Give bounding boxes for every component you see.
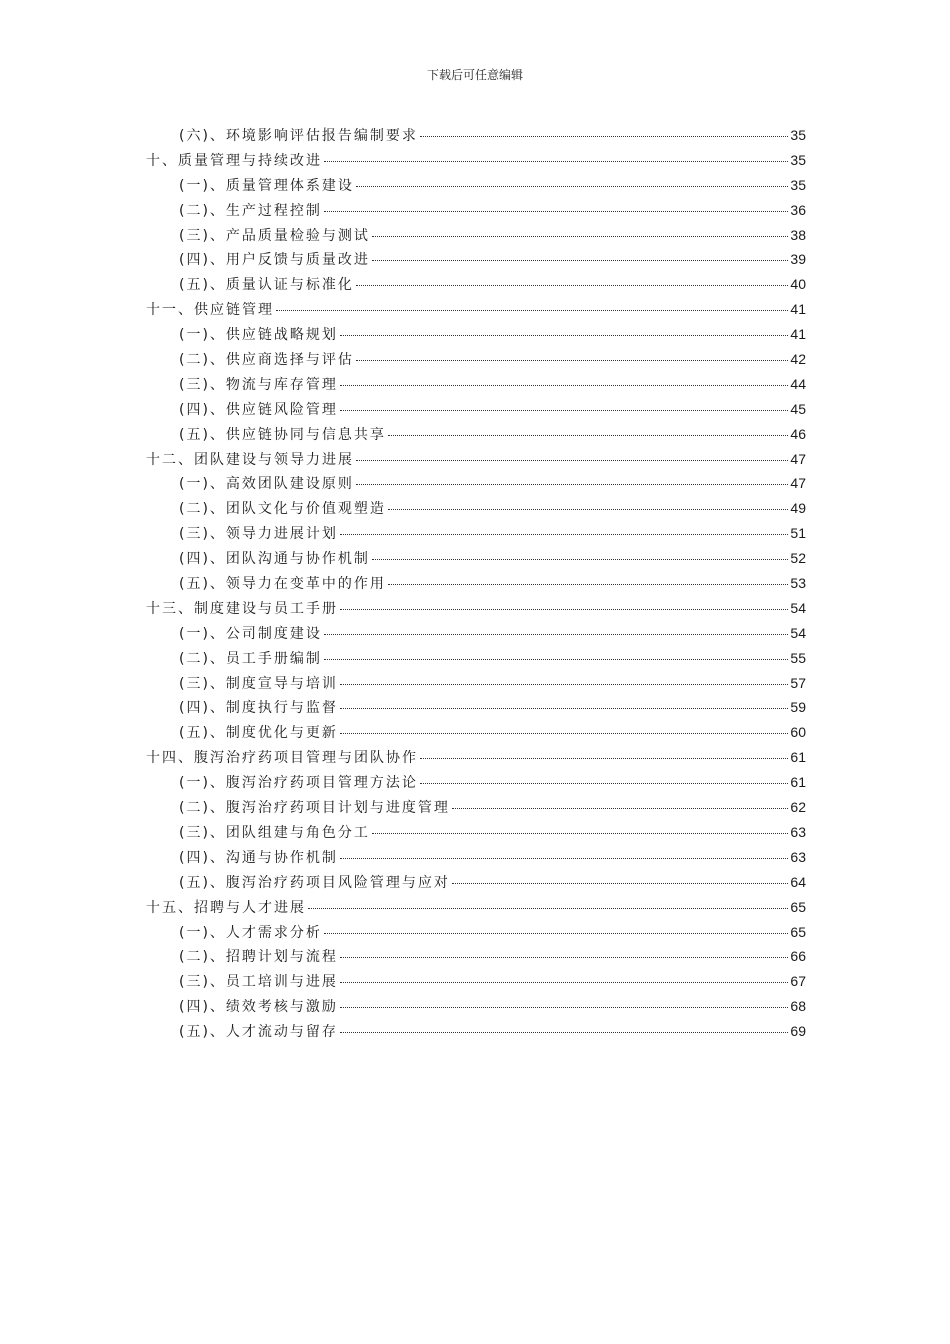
- toc-dot-leader: [340, 609, 788, 610]
- toc-page-number: 45: [790, 400, 806, 417]
- toc-dot-leader: [324, 634, 788, 635]
- toc-page-number: 57: [790, 674, 806, 691]
- toc-dot-leader: [308, 908, 788, 909]
- toc-chapter-entry[interactable]: [146, 598, 806, 623]
- toc-page-number: 51: [790, 525, 806, 542]
- toc-page-number: 38: [790, 226, 806, 243]
- toc-dot-leader: [340, 708, 788, 709]
- toc-section-entry[interactable]: [146, 872, 806, 897]
- toc-section-entry[interactable]: [146, 946, 806, 971]
- toc-chapter-entry[interactable]: [146, 747, 806, 772]
- toc-page-number: 66: [790, 948, 806, 965]
- toc-dot-leader: [356, 186, 788, 187]
- toc-page-number: 49: [790, 500, 806, 517]
- toc-entry-title: (三)、领导力进展计划: [179, 526, 338, 543]
- toc-entry-title: (二)、生产过程控制: [179, 202, 322, 219]
- toc-page-number: 65: [790, 898, 806, 915]
- toc-dot-leader: [452, 808, 788, 809]
- toc-dot-leader: [452, 883, 788, 884]
- toc-dot-leader: [356, 484, 788, 485]
- toc-dot-leader: [356, 285, 788, 286]
- toc-section-entry[interactable]: [146, 1021, 806, 1046]
- toc-entry-title: 十、质量管理与持续改进: [146, 152, 322, 169]
- toc-entry-title: (四)、绩效考核与激励: [179, 999, 338, 1016]
- toc-dot-leader: [340, 410, 788, 411]
- toc-page-number: 54: [790, 624, 806, 641]
- toc-dot-leader: [388, 435, 788, 436]
- toc-page-number: 35: [790, 176, 806, 193]
- toc-entry-title: (一)、高效团队建设原则: [179, 476, 354, 493]
- toc-entry-title: (三)、员工培训与进展: [179, 974, 338, 991]
- toc-entry-title: 十五、招聘与人才进展: [146, 899, 306, 916]
- toc-entry-title: (二)、供应商选择与评估: [179, 352, 354, 369]
- toc-section-entry[interactable]: [146, 125, 806, 150]
- toc-entry-title: (四)、用户反馈与质量改进: [179, 252, 370, 269]
- toc-section-entry[interactable]: [146, 623, 806, 648]
- toc-page-number: 52: [790, 550, 806, 567]
- toc-dot-leader: [372, 559, 788, 560]
- toc-dot-leader: [388, 584, 788, 585]
- toc-dot-leader: [420, 758, 788, 759]
- toc-chapter-entry[interactable]: [146, 150, 806, 175]
- toc-section-entry[interactable]: [146, 175, 806, 200]
- toc-dot-leader: [388, 509, 788, 510]
- toc-section-entry[interactable]: [146, 822, 806, 847]
- toc-chapter-entry[interactable]: [146, 299, 806, 324]
- toc-dot-leader: [372, 833, 788, 834]
- toc-entry-title: (五)、人才流动与留存: [179, 1024, 338, 1041]
- page-header: 下载后可任意编辑: [426, 68, 523, 82]
- toc-section-entry[interactable]: [146, 324, 806, 349]
- toc-dot-leader: [324, 659, 788, 660]
- toc-section-entry[interactable]: [146, 648, 806, 673]
- toc-section-entry[interactable]: [146, 797, 806, 822]
- toc-entry-title: (一)、人才需求分析: [179, 924, 322, 941]
- toc-section-entry[interactable]: [146, 922, 806, 947]
- toc-page-number: 47: [790, 450, 806, 467]
- toc-page-number: 60: [790, 724, 806, 741]
- toc-entry-title: (一)、腹泻治疗药项目管理方法论: [179, 775, 418, 792]
- toc-page-number: 35: [790, 127, 806, 143]
- toc-section-entry[interactable]: [146, 523, 806, 548]
- toc-dot-leader: [340, 858, 788, 859]
- toc-page-number: 46: [790, 425, 806, 442]
- toc-chapter-entry[interactable]: [146, 449, 806, 474]
- toc-page-number: 40: [790, 276, 806, 293]
- toc-page-number: 53: [790, 575, 806, 592]
- toc-dot-leader: [276, 310, 788, 311]
- toc-dot-leader: [340, 957, 788, 958]
- toc-section-entry[interactable]: [146, 374, 806, 399]
- toc-dot-leader: [340, 684, 788, 685]
- toc-section-entry[interactable]: [146, 200, 806, 225]
- toc-chapter-entry[interactable]: [146, 897, 806, 922]
- toc-dot-leader: [340, 335, 788, 336]
- toc-dot-leader: [340, 1007, 788, 1008]
- toc-entry-title: (六)、环境影响评估报告编制要求: [179, 128, 418, 144]
- toc-entry-title: (二)、员工手册编制: [179, 650, 322, 667]
- toc-entry-title: (五)、制度优化与更新: [179, 725, 338, 742]
- toc-section-entry[interactable]: [146, 573, 806, 598]
- toc-entry-title: (一)、供应链战略规划: [179, 327, 338, 344]
- toc-dot-leader: [340, 1032, 788, 1033]
- toc-page-number: 63: [790, 823, 806, 840]
- toc-dot-leader: [356, 460, 788, 461]
- toc-page-number: 35: [790, 151, 806, 168]
- toc-page-number: 47: [790, 475, 806, 492]
- toc-page-number: 63: [790, 848, 806, 865]
- toc-dot-leader: [372, 260, 788, 261]
- toc-page-number: 61: [790, 774, 806, 791]
- toc-section-entry[interactable]: [146, 697, 806, 722]
- toc-page-number: 69: [790, 1023, 806, 1040]
- toc-section-entry[interactable]: [146, 399, 806, 424]
- toc-page-number: 55: [790, 649, 806, 666]
- toc-entry-title: (三)、产品质量检验与测试: [179, 227, 370, 244]
- toc-page-number: 54: [790, 599, 806, 616]
- toc-entry-title: (二)、招聘计划与流程: [179, 949, 338, 966]
- toc-section-entry[interactable]: [146, 349, 806, 374]
- toc-section-entry[interactable]: [146, 424, 806, 449]
- toc-page-number: 36: [790, 201, 806, 218]
- toc-entry-title: (三)、制度宣导与培训: [179, 675, 338, 692]
- toc-page-number: 44: [790, 375, 806, 392]
- toc-page-number: 65: [790, 923, 806, 940]
- toc-entry-title: (四)、供应链风险管理: [179, 401, 338, 418]
- toc-section-entry[interactable]: [146, 722, 806, 747]
- toc-dot-leader: [340, 733, 788, 734]
- toc-entry-title: (五)、供应链协同与信息共享: [179, 426, 386, 443]
- toc-section-entry[interactable]: [146, 225, 806, 250]
- toc-page-number: 59: [790, 699, 806, 716]
- toc-entry-title: (三)、团队组建与角色分工: [179, 824, 370, 841]
- toc-entry-title: (二)、腹泻治疗药项目计划与进度管理: [179, 800, 450, 817]
- toc-page-number: 67: [790, 973, 806, 990]
- toc-dot-leader: [324, 933, 788, 934]
- toc-page-number: 62: [790, 799, 806, 816]
- toc-entry-title: (四)、团队沟通与协作机制: [179, 551, 370, 568]
- toc-entry-title: 十二、团队建设与领导力进展: [146, 451, 354, 468]
- toc-section-entry[interactable]: [146, 971, 806, 996]
- toc-entry-title: (五)、领导力在变革中的作用: [179, 576, 386, 593]
- toc-entry-title: (一)、公司制度建设: [179, 625, 322, 642]
- toc-section-entry[interactable]: [146, 996, 806, 1021]
- toc-dot-leader: [420, 783, 788, 784]
- toc-dot-leader: [324, 211, 788, 212]
- toc-entry-title: 十四、腹泻治疗药项目管理与团队协作: [146, 750, 418, 767]
- toc-entry-title: (五)、腹泻治疗药项目风险管理与应对: [179, 874, 450, 891]
- toc-dot-leader: [340, 982, 788, 983]
- toc-dot-leader: [340, 385, 788, 386]
- toc-entry-title: (二)、团队文化与价值观塑造: [179, 501, 386, 518]
- toc-section-entry[interactable]: [146, 274, 806, 299]
- toc-page-number: 41: [790, 301, 806, 318]
- toc-section-entry[interactable]: [146, 772, 806, 797]
- toc-page-number: 68: [790, 998, 806, 1015]
- toc-entry-title: (一)、质量管理体系建设: [179, 177, 354, 194]
- toc-page-number: 39: [790, 251, 806, 268]
- toc-entry-title: 十三、制度建设与员工手册: [146, 600, 338, 617]
- toc-page-number: 41: [790, 326, 806, 343]
- toc-section-entry[interactable]: [146, 498, 806, 523]
- toc-section-entry[interactable]: [146, 249, 806, 274]
- toc-section-entry[interactable]: [146, 473, 806, 498]
- toc-section-entry[interactable]: [146, 847, 806, 872]
- toc-dot-leader: [324, 161, 788, 162]
- toc-page-number: 42: [790, 351, 806, 368]
- toc-section-entry[interactable]: [146, 548, 806, 573]
- toc-dot-leader: [372, 236, 788, 237]
- toc-entry-title: (四)、沟通与协作机制: [179, 849, 338, 866]
- toc-entry-title: (三)、物流与库存管理: [179, 376, 338, 393]
- toc-entry-title: (五)、质量认证与标准化: [179, 277, 354, 294]
- toc-page-number: 61: [790, 749, 806, 766]
- toc-entry-title: 十一、供应链管理: [146, 302, 274, 319]
- toc-dot-leader: [420, 136, 788, 137]
- toc-entry-title: (四)、制度执行与监督: [179, 700, 338, 717]
- toc-page-number: 64: [790, 873, 806, 890]
- toc-section-entry[interactable]: [146, 673, 806, 698]
- toc-dot-leader: [340, 534, 788, 535]
- table-of-contents: [146, 125, 806, 1046]
- toc-dot-leader: [356, 360, 788, 361]
